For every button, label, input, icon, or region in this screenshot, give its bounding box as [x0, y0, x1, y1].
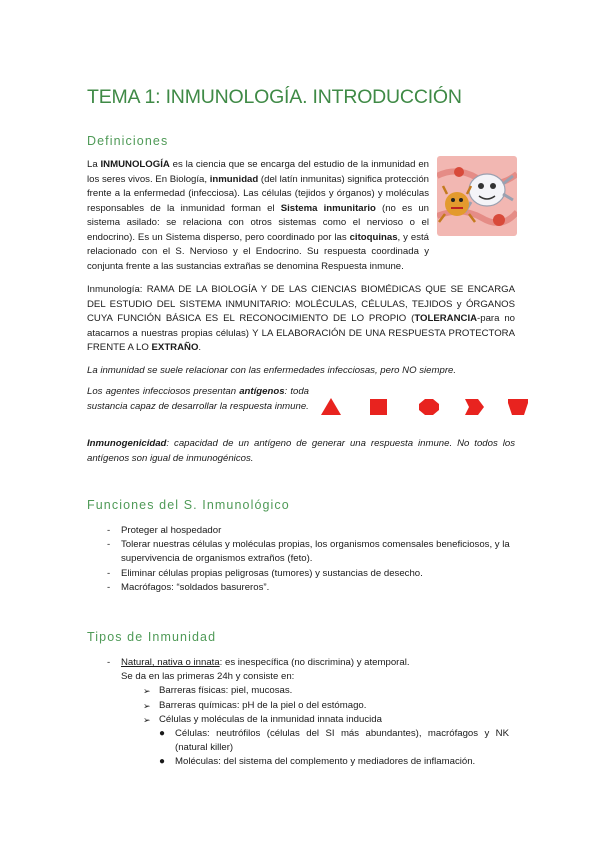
antigen-shapes	[320, 395, 530, 419]
section-heading-tipos: Tipos de Inmunidad	[87, 630, 217, 644]
list-item: - Macrófagos: “soldados basureros”.	[107, 581, 270, 593]
paragraph-definicion-inmunologia: Inmunología: RAMA DE LA BIOLOGÍA Y DE LAS CIENCIAS BIOMÉDICAS QUE SE ENCARGA DEL ESTUDIO DEL SISTEMA INMUNITARIO: MOLÉCULAS, CÉLULAS, TEJIDOS y ÓRGANOS CUYA FUNCIÓN BÁSICA ES EL RECONOCIMIENTO DE LO PROPIO (TOLERANCIA-para no atacarnos a nuestras propias células) Y LA ELABORACIÓN DE UNA RESPUESTA PROTECTORA FRENTE A LO EXTRAÑO.	[87, 284, 515, 353]
bullet-item: ● Moléculas: del sistema del complemento y mediadores de inflamación.	[87, 755, 509, 769]
arrow-item: ➢ Barreras químicas: pH de la piel o del estómago.	[87, 699, 521, 713]
octagon-shape	[419, 399, 439, 415]
section-heading-funciones: Funciones del S. Inmunológico	[87, 498, 290, 512]
list-item: - Proteger al hospedador	[107, 525, 222, 536]
paragraph-enfermedades-infecciosas: La inmunidad se suele relacionar con las enfermedades infecciosas, pero NO siempre.	[87, 365, 457, 376]
list-item: - Tolerar nuestras células y moléculas propias, los organismos comensales beneficiosos, y la supervivencia de organismos extraños (feto).	[107, 539, 510, 565]
bullet-icon: ●	[159, 756, 166, 768]
paragraph-inmunologia: La INMUNOLOGÍA es la ciencia que se encarga del estudio de la inmunidad en los seres vivos. En Biología, inmunidad (del latín inmunitas) significa protección frente a la enfermedad (infecciosa). Las células (tejidos y órganos) y moléculas responsables de la inmunidad forman el Sistema inmunitario (no es un sistema asilado: se relaciona con otros sistemas como el nervioso o el endocrino). Es un Sistema disperso, pero coordinado por las citoquinas, y está relacionado con el S. Nervioso y el Endocrino. Su respuesta coordinada y conjunta frente a las sustancias extrañas se denomina Respuesta inmune.	[87, 159, 429, 272]
arrow-icon: ➢	[143, 686, 151, 697]
cup-shape	[508, 399, 528, 415]
arrow-icon: ➢	[143, 700, 151, 711]
paragraph-antigenos: Los agentes infecciosos presentan antígenos: toda sustancia capaz de desarrollar la respuesta inmune.	[87, 386, 309, 412]
section-heading-definiciones: Definiciones	[87, 134, 169, 148]
list-item: - Eliminar células propias peligrosas (tumores) y sustancias de desecho.	[107, 567, 423, 579]
arrow-item: ➢ Barreras físicas: piel, mucosas.	[87, 684, 521, 698]
arrow-icon: ➢	[143, 714, 151, 725]
square-shape	[370, 399, 387, 415]
arrow-item: ➢ Células y moléculas de la inmunidad innata inducida	[87, 713, 521, 727]
page-title: TEMA 1: INMUNOLOGÍA. INTRODUCCIÓN	[87, 86, 462, 108]
list-item-natural: - Natural, nativa o innata: es inespecífica (no discrimina) y atemporal.	[107, 657, 410, 668]
bullet-item: ● Células: neutrófilos (células del SI más abundantes), macrófagos y NK (natural killer)	[159, 728, 509, 754]
funciones-list	[87, 524, 521, 595]
immune-cell-illustration	[437, 156, 517, 236]
list-item-natural-detail: Se da en las primeras 24h y consiste en:	[121, 671, 295, 683]
tipos-list	[87, 656, 521, 770]
notched-shape	[465, 399, 484, 415]
bullet-icon: ●	[159, 728, 166, 740]
triangle-shape	[321, 398, 341, 415]
paragraph-inmunogenicidad: Inmunogenicidad: capacidad de un antígeno de generar una respuesta inmune. No todos los antígenos son igual de inmunogénicos.	[87, 438, 515, 464]
